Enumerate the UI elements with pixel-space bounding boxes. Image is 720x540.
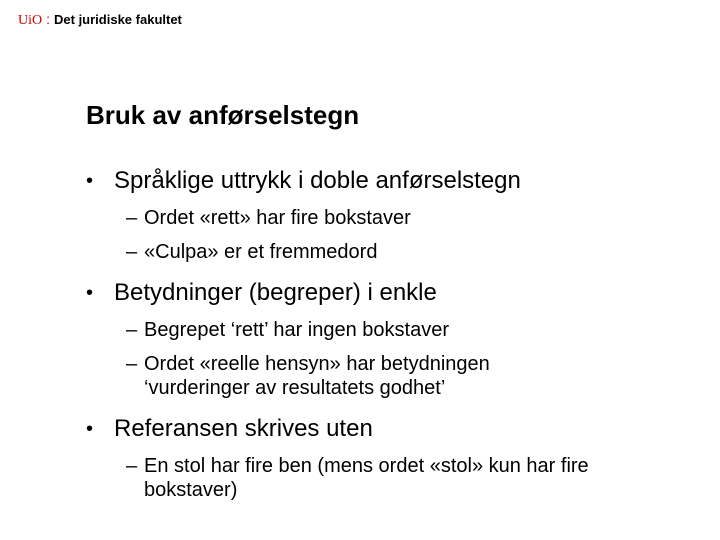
dash-icon: – bbox=[126, 207, 138, 229]
dash-icon: – bbox=[126, 319, 138, 341]
logo-separator: : bbox=[46, 11, 51, 27]
faculty-name: Det juridiske fakultet bbox=[54, 12, 182, 27]
sub-bullet-text-line-2: bokstaver) bbox=[144, 479, 238, 501]
bullet-3-text: Referansen skrives uten bbox=[114, 415, 373, 442]
header bbox=[18, 11, 182, 29]
sub-bullet-3-1 bbox=[86, 454, 706, 502]
uio-logo: UiO bbox=[18, 13, 43, 28]
sub-bullet-2-1 bbox=[86, 318, 706, 342]
sub-bullet-1-2 bbox=[86, 240, 706, 264]
dash-icon: – bbox=[126, 241, 138, 263]
sub-bullet-text-line-1: En stol har fire ben (mens ordet «stol» kun har fire bbox=[144, 455, 589, 477]
bullet-3 bbox=[86, 414, 706, 444]
bullet-1 bbox=[86, 166, 706, 196]
slide-content bbox=[86, 166, 706, 502]
slide-title: Bruk av anførselstegn bbox=[86, 100, 360, 130]
bullet-1-text: Språklige uttrykk i doble anførselstegn bbox=[114, 167, 521, 194]
bullet-dot-icon: • bbox=[86, 170, 94, 192]
sub-bullet-text-line-1: Ordet «reelle hensyn» har betydningen bbox=[144, 353, 490, 375]
bullet-2 bbox=[86, 278, 706, 308]
sub-bullet-text-line-2: ‘vurderinger av resultatets godhet’ bbox=[144, 377, 446, 399]
dash-icon: – bbox=[126, 353, 138, 375]
dash-icon: – bbox=[126, 455, 138, 477]
bullet-dot-icon: • bbox=[86, 282, 94, 304]
bullet-2-text: Betydninger (begreper) i enkle bbox=[114, 279, 437, 306]
sub-bullet-1-1 bbox=[86, 206, 706, 230]
bullet-dot-icon: • bbox=[86, 418, 94, 440]
sub-bullet-text: «Culpa» er et fremmedord bbox=[144, 241, 378, 263]
sub-bullet-text: Begrepet ‘rett’ har ingen bokstaver bbox=[144, 319, 449, 341]
sub-bullet-text: Ordet «rett» har fire bokstaver bbox=[144, 207, 411, 229]
sub-bullet-2-2 bbox=[86, 352, 706, 400]
